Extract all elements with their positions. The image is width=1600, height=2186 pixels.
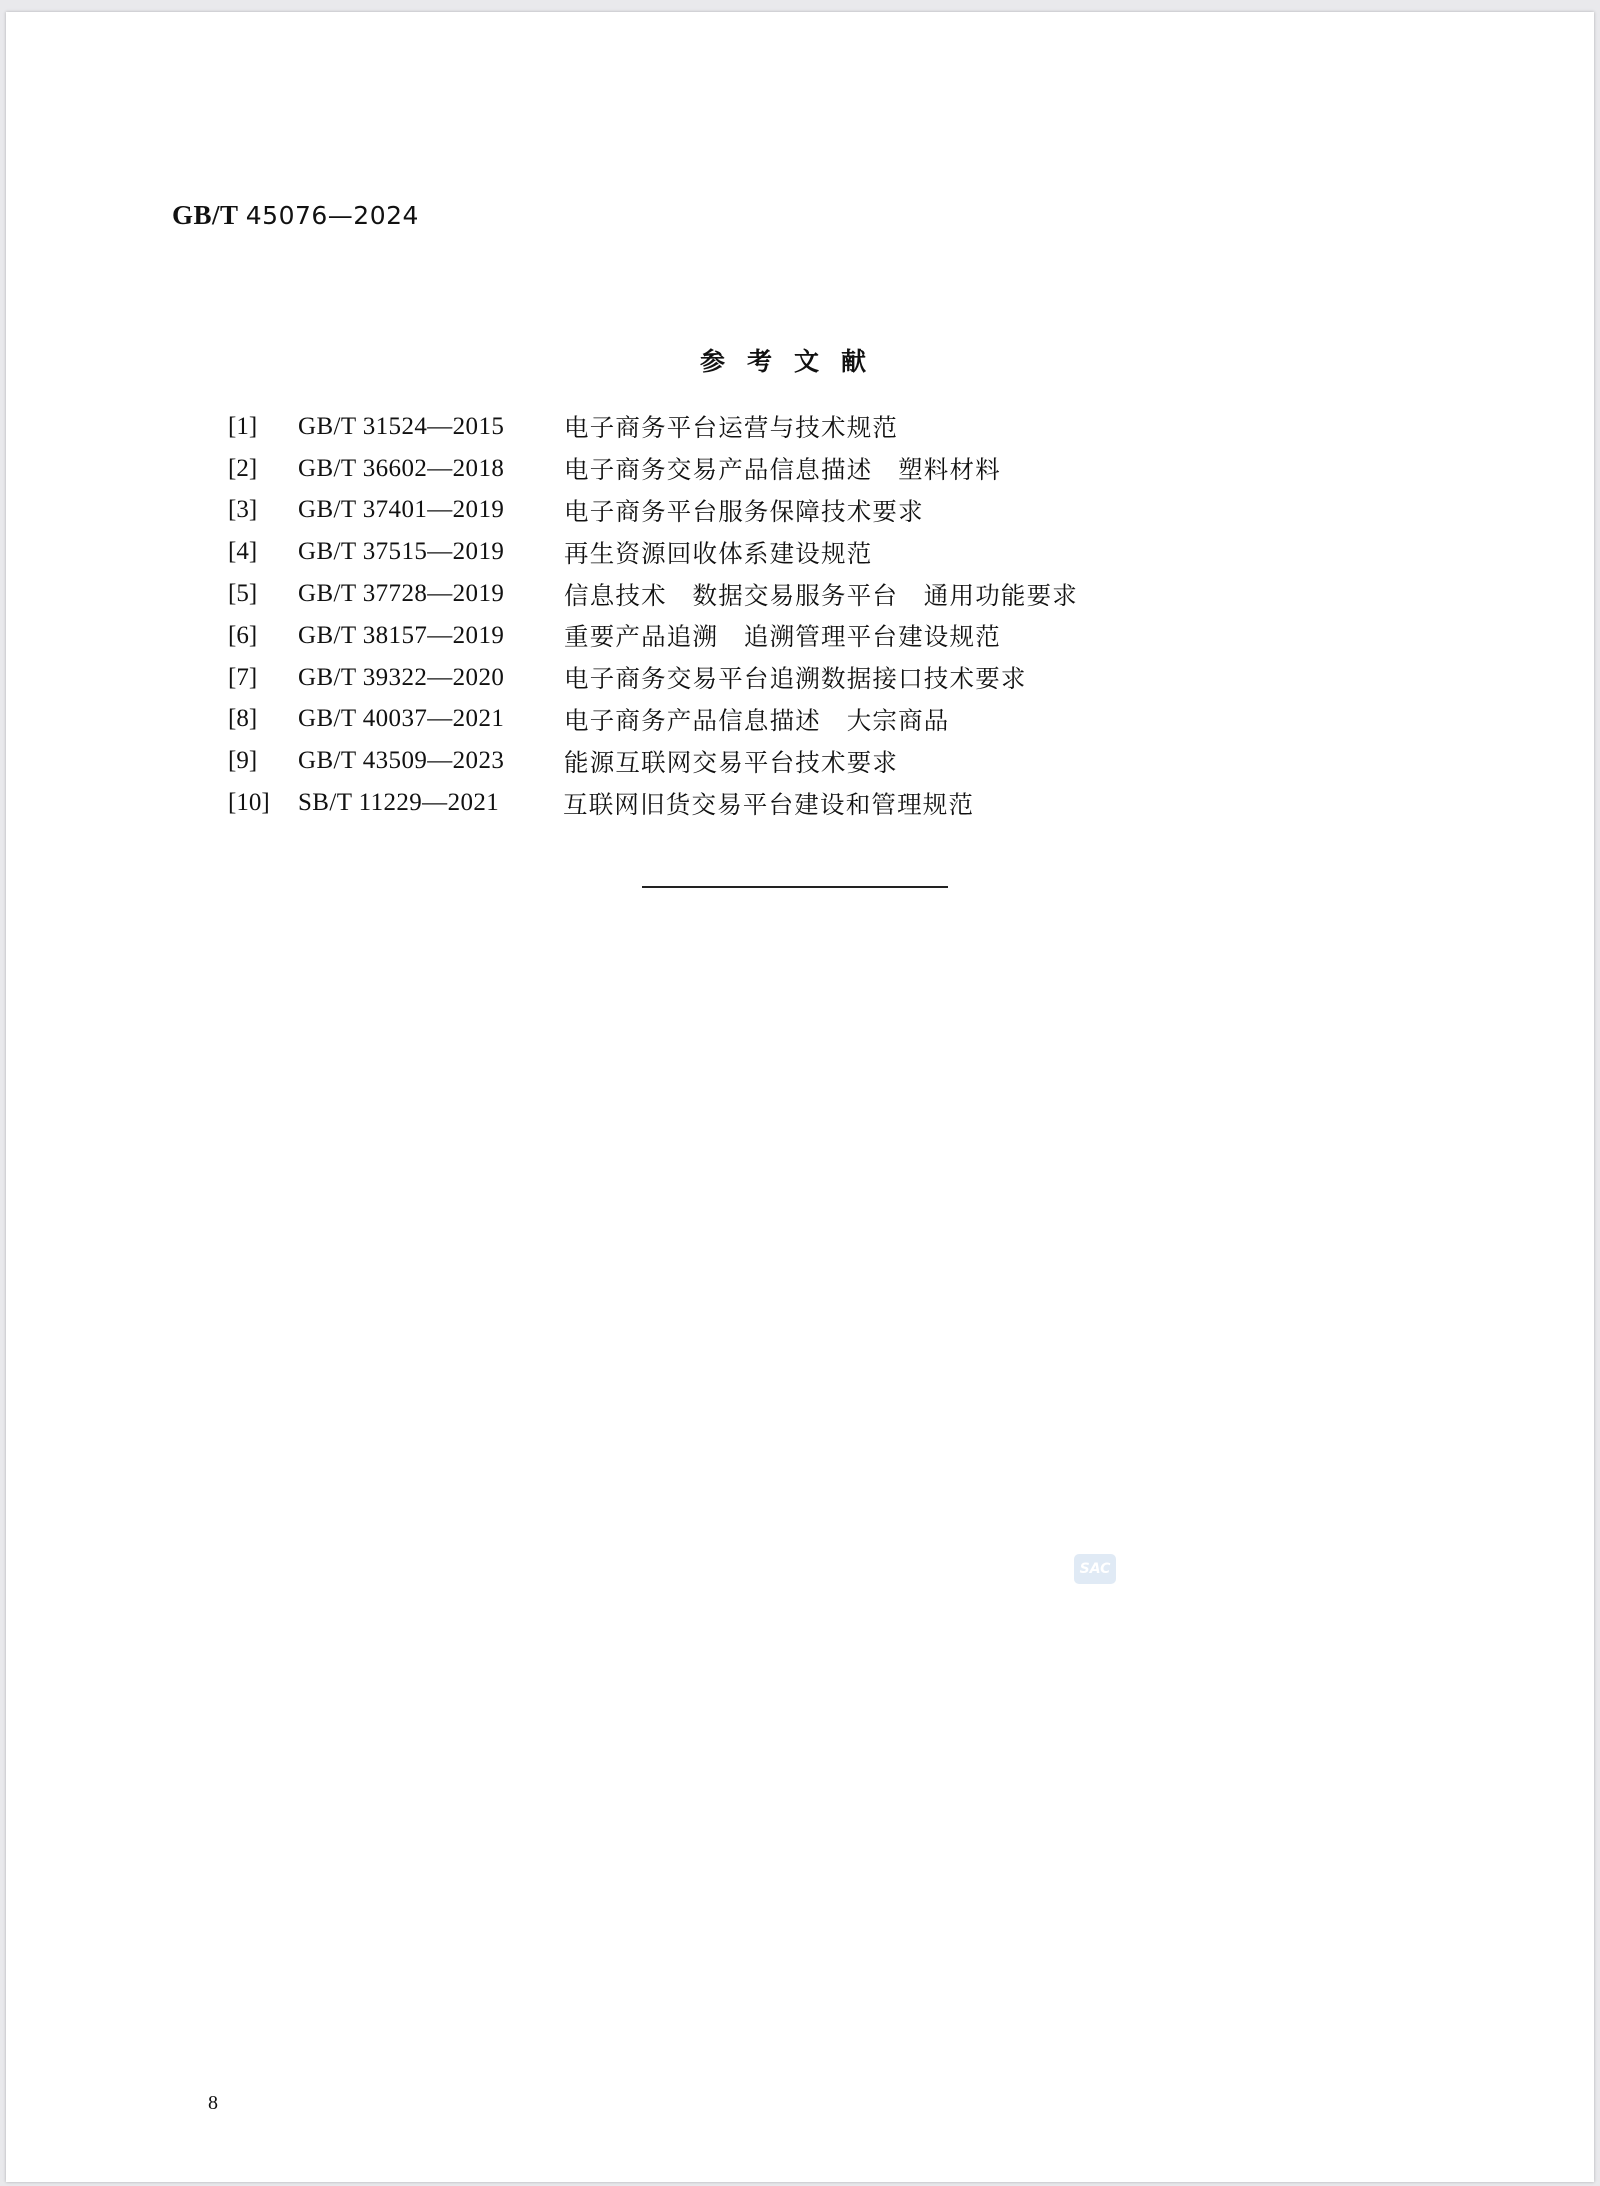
document-code-number: 45076—2024 bbox=[245, 201, 419, 230]
reference-item bbox=[228, 615, 1078, 657]
reference-title: 重要产品追溯 追溯管理平台建设规范 bbox=[564, 622, 1001, 652]
document-page bbox=[6, 12, 1594, 2182]
reference-item bbox=[228, 782, 1078, 824]
reference-title: 能源互联网交易平台技术要求 bbox=[564, 747, 899, 777]
reference-title: 互联网旧货交易平台建设和管理规范 bbox=[563, 789, 975, 819]
sac-watermark-logo: SAC bbox=[1074, 1554, 1116, 1584]
reference-item bbox=[228, 406, 1078, 448]
reference-index: [1] bbox=[228, 412, 258, 440]
end-of-section-rule bbox=[642, 886, 948, 888]
reference-item bbox=[228, 573, 1078, 615]
reference-item bbox=[228, 740, 1078, 782]
reference-title: 电子商务产品信息描述 大宗商品 bbox=[564, 705, 950, 735]
reference-index: [7] bbox=[228, 663, 258, 691]
reference-title: 电子商务平台服务保障技术要求 bbox=[564, 496, 924, 526]
reference-title: 信息技术 数据交易服务平台 通用功能要求 bbox=[564, 580, 1078, 610]
reference-index: [8] bbox=[228, 705, 258, 733]
reference-index: [2] bbox=[228, 454, 258, 482]
reference-item bbox=[228, 448, 1078, 490]
reference-list bbox=[228, 406, 1078, 824]
reference-code: GB/T 38157—2019 bbox=[298, 621, 505, 649]
reference-title: 电子商务交易平台追溯数据接口技术要求 bbox=[564, 664, 1027, 694]
reference-code: GB/T 37401—2019 bbox=[298, 496, 505, 524]
reference-index: [9] bbox=[228, 747, 258, 775]
reference-code: GB/T 31524—2015 bbox=[298, 412, 505, 440]
reference-title: 电子商务平台运营与技术规范 bbox=[564, 413, 899, 443]
document-code-prefix: GB/T bbox=[172, 200, 239, 230]
reference-code: GB/T 39322—2020 bbox=[298, 663, 505, 691]
section-title: 参考文献 bbox=[699, 347, 888, 376]
reference-index: [3] bbox=[228, 496, 258, 524]
reference-code: GB/T 40037—2021 bbox=[298, 705, 505, 733]
reference-code: SB/T 11229—2021 bbox=[298, 789, 500, 817]
reference-code: GB/T 37515—2019 bbox=[298, 538, 505, 566]
reference-item bbox=[228, 699, 1078, 741]
reference-item bbox=[228, 490, 1078, 532]
reference-title: 再生资源回收体系建设规范 bbox=[564, 538, 873, 568]
reference-index: [4] bbox=[228, 538, 258, 566]
page-number: 8 bbox=[208, 2092, 218, 2114]
reference-item bbox=[228, 657, 1078, 699]
reference-code: GB/T 37728—2019 bbox=[298, 580, 505, 608]
reference-title: 电子商务交易产品信息描述 塑料材料 bbox=[564, 455, 1001, 485]
reference-code: GB/T 36602—2018 bbox=[298, 454, 505, 482]
document-code bbox=[172, 200, 419, 231]
reference-index: [6] bbox=[228, 621, 258, 649]
reference-index: [10] bbox=[228, 789, 270, 817]
reference-index: [5] bbox=[228, 580, 258, 608]
reference-code: GB/T 43509—2023 bbox=[298, 747, 505, 775]
reference-item bbox=[228, 531, 1078, 573]
